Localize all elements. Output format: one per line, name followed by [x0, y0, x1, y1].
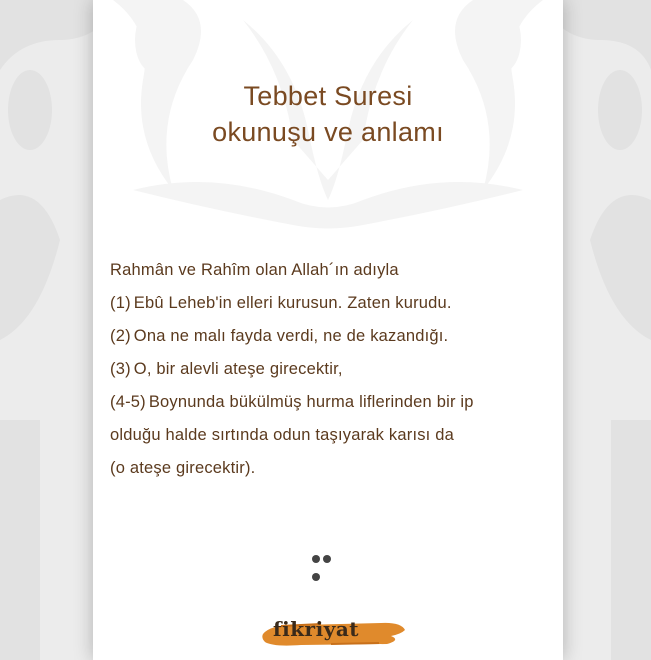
verse-text: Rahmân ve Rahîm olan Allah´ın adıyla [110, 261, 399, 279]
verse-number: (1) [110, 294, 131, 312]
logo-text: fikriyat [273, 617, 360, 641]
verse-line [110, 419, 555, 452]
verse-text: Ona ne malı fayda verdi, ne de kazandığı. [133, 327, 449, 345]
verse-line [110, 353, 555, 386]
page-title [93, 78, 563, 150]
verse-text: O, bir alevli ateşe girecektir, [133, 360, 343, 378]
content-card [93, 0, 563, 660]
verse-text: olduğu halde sırtında odun taşıyarak karısı da [110, 426, 454, 444]
verse-line [110, 287, 555, 320]
dot [312, 555, 320, 563]
verse-number: (4-5) [110, 393, 146, 411]
verse-text: Ebû Leheb'in elleri kurusun. Zaten kurudu. [133, 294, 452, 312]
title-line-1: Tebbet Suresi [243, 81, 413, 111]
verse-text: Boynunda bükülmüş hurma liflerinden bir ip [148, 393, 474, 411]
verse-number: (2) [110, 327, 131, 345]
ellipsis-icon [312, 550, 344, 558]
verse-line [110, 254, 555, 287]
title-line-2: okunuşu ve anlamı [212, 117, 444, 147]
verse-line [110, 452, 555, 485]
verse-number: (3) [110, 360, 131, 378]
dot [323, 555, 331, 563]
verse-line [110, 320, 555, 353]
verse-list [110, 254, 555, 485]
verse-text: (o ateşe girecektir). [110, 459, 256, 477]
fikriyat-logo [261, 614, 407, 650]
dot [312, 573, 320, 581]
verse-line [110, 386, 555, 419]
